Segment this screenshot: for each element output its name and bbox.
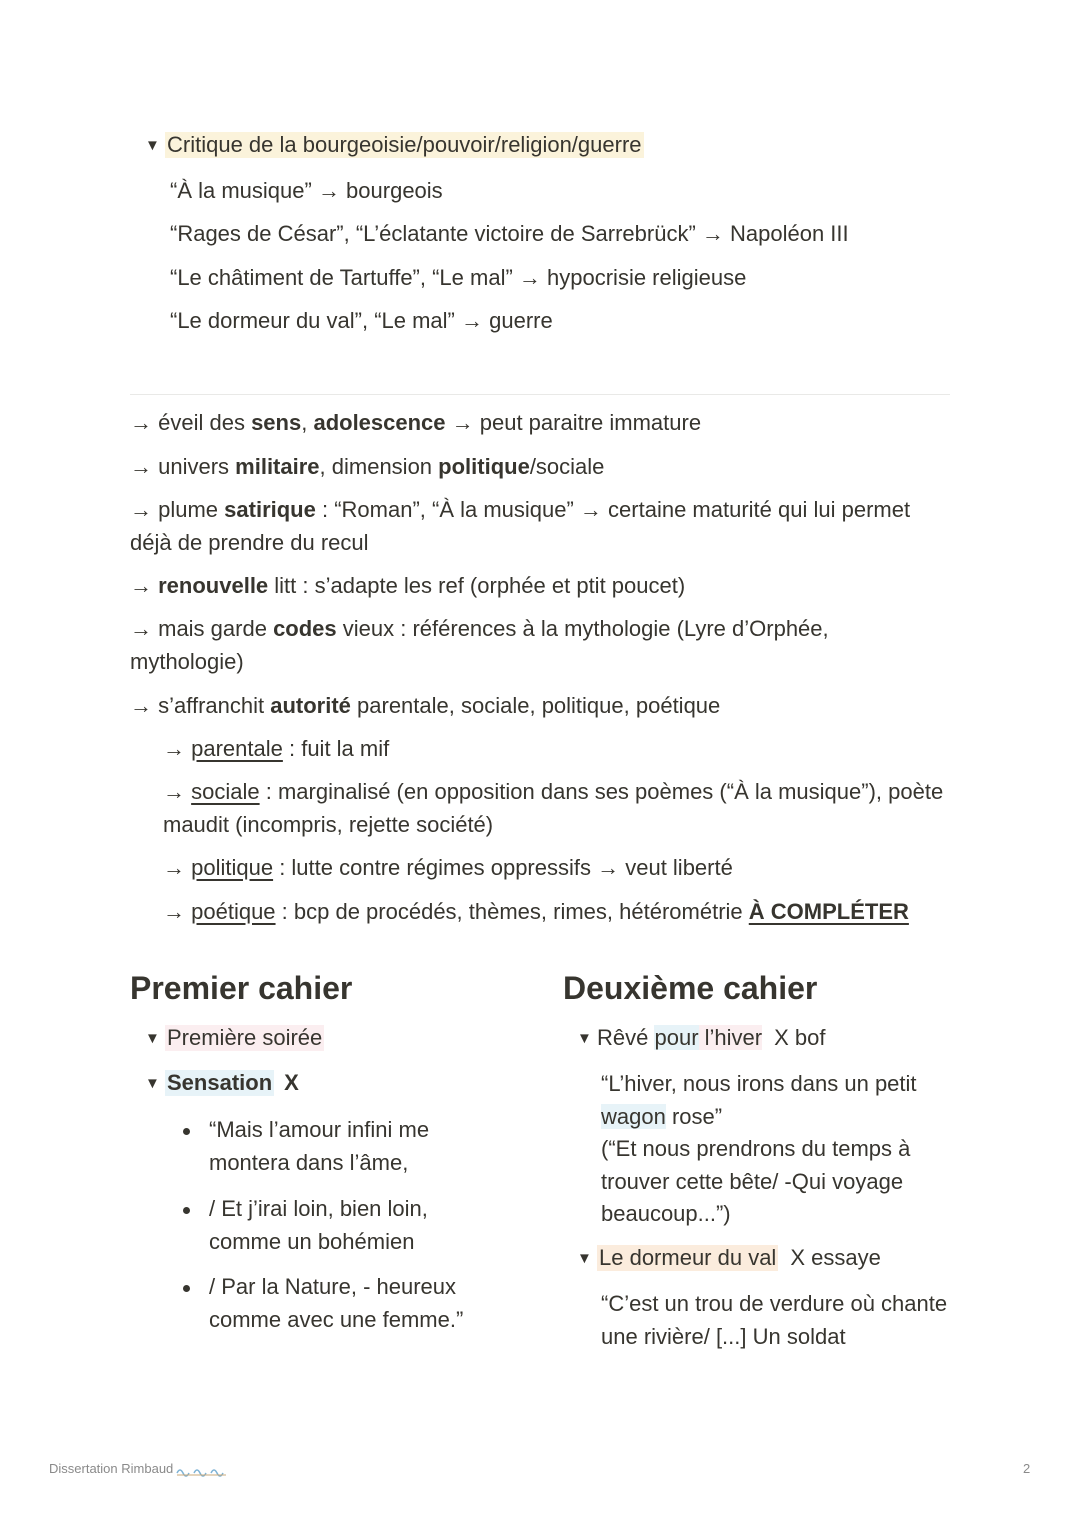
- bullet-dot: [183, 1285, 190, 1292]
- footer-title: Dissertation Rimbaud: [49, 1461, 228, 1477]
- divider: [130, 394, 950, 395]
- toggle-triangle-icon[interactable]: ▼: [145, 136, 160, 154]
- quote: “C’est un trou de verdure où chante une rivière/ [...] Un soldat: [601, 1291, 948, 1349]
- toggle-triangle-icon[interactable]: ▼: [577, 1029, 592, 1047]
- note-line: → renouvelle litt : s’adapte les ref (orphée et ptit poucet): [130, 573, 686, 598]
- heading-deuxieme-cahier: Deuxième cahier: [563, 970, 818, 1006]
- page-number: 2: [1023, 1461, 1031, 1476]
- toggle-triangle-icon[interactable]: ▼: [145, 1029, 160, 1047]
- todo-tag: À COMPLÉTER: [748, 899, 909, 924]
- sub-note-line: → politique : lutte contre régimes oppressifs → veut liberté: [163, 855, 733, 880]
- toggle-title: Rêvé pour l’hiver: [597, 1025, 763, 1050]
- x-mark: X: [284, 1070, 299, 1095]
- note-line: → univers militaire, dimension politique/sociale: [130, 454, 605, 479]
- bullet-dot: [183, 1128, 190, 1135]
- note-line: → mais garde codes vieux : références à la mythologie (Lyre d’Orphée, mythologie): [130, 616, 829, 674]
- toggle-title: Sensation: [167, 1070, 273, 1095]
- toggle-sensation[interactable]: [145, 1070, 299, 1096]
- sub-note-line: → sociale : marginalisé (en opposition dans ses poèmes (“À la musique”), poète maudit (incompris, rejette société): [163, 779, 944, 837]
- quote: “L’hiver, nous irons dans un petit wagon rose”: [601, 1071, 917, 1129]
- sub-note-line: → poétique : bcp de procédés, thèmes, rimes, hétérométrie À COMPLÉTER: [163, 899, 909, 924]
- toggle-dormeur-du-val[interactable]: [577, 1245, 881, 1271]
- heading-premier-cahier: Premier cahier: [130, 970, 353, 1006]
- rating-note: X essaye: [790, 1245, 881, 1270]
- toggle-critique[interactable]: [145, 132, 644, 158]
- toggle-title: Critique de la bourgeoisie/pouvoir/religion/guerre: [167, 132, 642, 157]
- toggle-title: Le dormeur du val: [599, 1245, 777, 1270]
- note-line: → plume satirique : “Roman”, “À la musique” → certaine maturité qui lui permet déjà de prendre du recul: [130, 497, 911, 555]
- toggle-triangle-icon[interactable]: ▼: [577, 1249, 592, 1267]
- rating-note: X bof: [774, 1025, 826, 1050]
- bullet-dot: [183, 1207, 190, 1214]
- list-item: “Mais l’amour infini me montera dans l’âme,: [209, 1117, 430, 1175]
- critique-item: “À la musique” → bourgeois: [170, 178, 443, 203]
- list-item: / Par la Nature, - heureux comme avec une femme.”: [209, 1274, 464, 1332]
- critique-item: “Le châtiment de Tartuffe”, “Le mal” → hypocrisie religieuse: [170, 265, 747, 290]
- toggle-premiere-soiree[interactable]: [145, 1025, 324, 1051]
- toggle-title: Première soirée: [167, 1025, 323, 1050]
- critique-item: “Le dormeur du val”, “Le mal” → guerre: [170, 308, 553, 333]
- list-item: / Et j’irai loin, bien loin, comme un bohémien: [209, 1196, 428, 1254]
- note-line: → s’affranchit autorité parentale, sociale, politique, poétique: [130, 693, 721, 718]
- toggle-reve-pour-hiver[interactable]: [577, 1025, 825, 1051]
- sub-note-line: → parentale : fuit la mif: [163, 736, 390, 761]
- toggle-triangle-icon[interactable]: ▼: [145, 1074, 160, 1092]
- note-line: → éveil des sens, adolescence → peut paraitre immature: [130, 410, 702, 435]
- quote: (“Et nous prendrons du temps à trouver cette bête/ -Qui voyage beaucoup...”): [601, 1136, 911, 1226]
- critique-item: “Rages de César”, “L’éclatante victoire de Sarrebrück” → Napoléon III: [170, 221, 849, 246]
- waves-icon: [176, 1463, 228, 1477]
